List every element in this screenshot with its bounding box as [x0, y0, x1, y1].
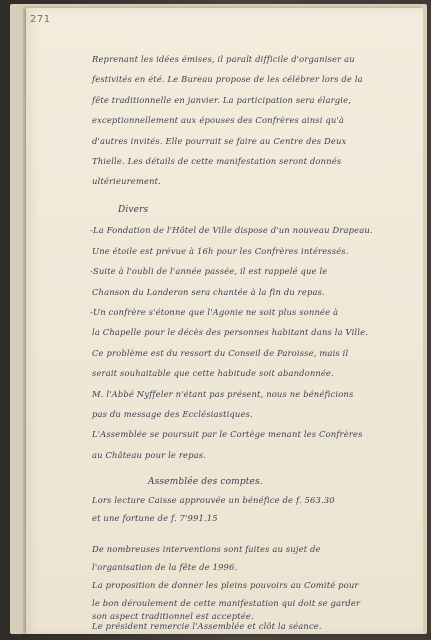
section-heading-divers: Divers: [118, 205, 149, 215]
text-line: ultérieurement.: [92, 176, 161, 186]
text-line: Ce problème est du ressort du Conseil de Paroisse, mais il: [92, 348, 349, 358]
text-line: M. l'Abbé Nyffeler n'étant pas présent, nous ne bénéficions: [92, 389, 354, 399]
text-line: L'Assemblée se poursuit par le Cortège menant les Confrères: [92, 429, 363, 439]
section-heading-comptes: Assemblée des comptes.: [148, 477, 263, 487]
text-line: l'organisation de la fête de 1996.: [92, 562, 238, 572]
text-line: festivités en été. Le Bureau propose de les célébrer lors de la: [92, 74, 363, 84]
text-line: Le président remercie l'Assemblée et clôt la séance.: [92, 621, 322, 631]
text-line: Reprenant les idées émises, il paraît difficile d'organiser au: [92, 54, 355, 64]
text-line: exceptionnellement aux épouses des Confrères ainsi qu'à: [92, 115, 344, 125]
text-line: au Château pour le repas.: [92, 450, 206, 460]
text-line: La proposition de donner les pleins pouvoirs au Comité pour: [92, 580, 359, 590]
register-page: [26, 8, 423, 634]
page-number: 271: [30, 14, 51, 25]
text-line: -La Fondation de l'Hôtel de Ville dispose d'un nouveau Drapeau.: [90, 225, 373, 235]
text-line: d'autres invités. Elle pourrait se faire au Centre des Deux: [92, 136, 347, 146]
text-line: la Chapelle pour le décès des personnes habitant dans la Ville.: [92, 327, 369, 337]
text-line: Une étoile est prévue à 16h pour les Confrères intéressés.: [92, 246, 349, 256]
text-line: Thielle. Les détails de cette manifestation seront donnés: [92, 156, 342, 166]
text-line: -Un confrère s'étonne que l'Agonie ne soit plus sonnée à: [90, 307, 339, 317]
text-line: De nombreuses interventions sont faites au sujet de: [92, 544, 321, 554]
text-line: Lors lecture Caisse approuvée un bénéfice de f. 563.30: [92, 495, 335, 505]
text-line: serait souhaitable que cette habitude soit abandonnée.: [92, 368, 334, 378]
text-line: -Suite à l'oubli de l'année passée, il est rappelé que le: [90, 266, 328, 276]
text-line: Chanson du Landeron sera chantée à la fin du repas.: [92, 287, 325, 297]
text-line: fête traditionnelle en janvier. La participation sera élargie,: [92, 95, 352, 105]
text-line: pas du message des Ecclésiastiques.: [92, 409, 253, 419]
text-line: le bon déroulement de cette manifestation qui doit se garder: [92, 598, 361, 608]
text-line: et une fortune de f. 7'991.15: [92, 513, 218, 523]
text-line: son aspect traditionnel est acceptée.: [92, 611, 254, 621]
